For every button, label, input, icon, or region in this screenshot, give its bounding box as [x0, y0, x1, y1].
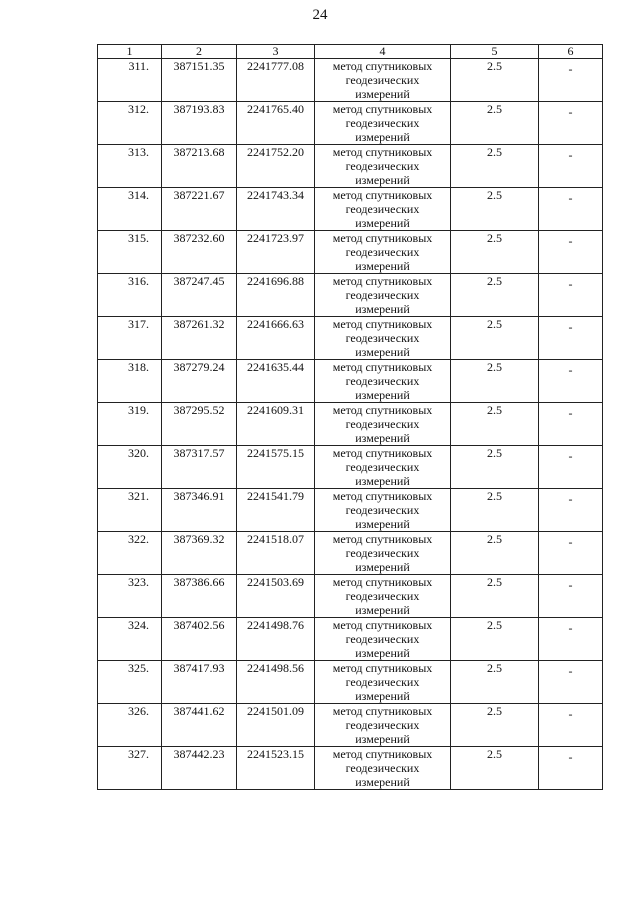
- method-line: метод спутниковых: [332, 704, 433, 718]
- coord-x: 387402.56: [162, 618, 237, 661]
- method-line: геодезических: [345, 116, 420, 130]
- method-line: метод спутниковых: [332, 403, 433, 417]
- description: -: [539, 274, 603, 317]
- point-number: 316.: [98, 274, 162, 317]
- method-line: измерений: [355, 259, 410, 273]
- table-row: [98, 145, 603, 188]
- method-line: измерений: [355, 689, 410, 703]
- method-line: геодезических: [345, 331, 420, 345]
- precision: 2.5: [451, 747, 539, 790]
- method-line: измерений: [355, 87, 410, 101]
- method-line: измерений: [355, 603, 410, 617]
- description: -: [539, 661, 603, 704]
- point-number: 311.: [98, 59, 162, 102]
- point-number: 318.: [98, 360, 162, 403]
- description: -: [539, 575, 603, 618]
- coord-x: 387232.60: [162, 231, 237, 274]
- description: -: [539, 231, 603, 274]
- method-line: геодезических: [345, 503, 420, 517]
- coord-y: 2241503.69: [237, 575, 315, 618]
- method-line: метод спутниковых: [332, 489, 433, 503]
- header-cell: 4: [315, 45, 451, 59]
- table-row: [98, 532, 603, 575]
- table-row: [98, 274, 603, 317]
- coord-x: 387346.91: [162, 489, 237, 532]
- point-number: 325.: [98, 661, 162, 704]
- point-number: 314.: [98, 188, 162, 231]
- table-row: [98, 747, 603, 790]
- method-cell: [315, 403, 451, 446]
- point-number: 317.: [98, 317, 162, 360]
- method-line: измерений: [355, 646, 410, 660]
- method-cell: [315, 661, 451, 704]
- method-cell: [315, 704, 451, 747]
- coord-x: 387317.57: [162, 446, 237, 489]
- coord-x: 387221.67: [162, 188, 237, 231]
- point-number: 323.: [98, 575, 162, 618]
- method-cell: [315, 231, 451, 274]
- coord-x: 387247.45: [162, 274, 237, 317]
- precision: 2.5: [451, 403, 539, 446]
- method-line: метод спутниковых: [332, 102, 433, 116]
- table-row: [98, 403, 603, 446]
- description: -: [539, 188, 603, 231]
- coord-y: 2241777.08: [237, 59, 315, 102]
- description: -: [539, 59, 603, 102]
- point-number: 320.: [98, 446, 162, 489]
- point-number: 322.: [98, 532, 162, 575]
- method-line: геодезических: [345, 417, 420, 431]
- method-cell: [315, 360, 451, 403]
- table-row: [98, 188, 603, 231]
- method-line: геодезических: [345, 245, 420, 259]
- header-cell: 6: [539, 45, 603, 59]
- method-line: геодезических: [345, 460, 420, 474]
- method-line: метод спутниковых: [332, 317, 433, 331]
- description: -: [539, 446, 603, 489]
- precision: 2.5: [451, 274, 539, 317]
- method-cell: [315, 188, 451, 231]
- method-line: метод спутниковых: [332, 446, 433, 460]
- method-line: геодезических: [345, 589, 420, 603]
- coord-y: 2241752.20: [237, 145, 315, 188]
- coord-y: 2241518.07: [237, 532, 315, 575]
- method-line: измерений: [355, 560, 410, 574]
- precision: 2.5: [451, 661, 539, 704]
- description: -: [539, 489, 603, 532]
- coord-y: 2241541.79: [237, 489, 315, 532]
- precision: 2.5: [451, 188, 539, 231]
- method-cell: [315, 446, 451, 489]
- header-cell: 1: [98, 45, 162, 59]
- method-line: геодезических: [345, 718, 420, 732]
- method-cell: [315, 102, 451, 145]
- description: -: [539, 403, 603, 446]
- precision: 2.5: [451, 145, 539, 188]
- precision: 2.5: [451, 102, 539, 145]
- precision: 2.5: [451, 532, 539, 575]
- method-line: геодезических: [345, 288, 420, 302]
- method-line: измерений: [355, 130, 410, 144]
- coord-x: 387279.24: [162, 360, 237, 403]
- coord-x: 387295.52: [162, 403, 237, 446]
- table-row: [98, 446, 603, 489]
- method-line: измерений: [355, 216, 410, 230]
- precision: 2.5: [451, 231, 539, 274]
- method-line: геодезических: [345, 73, 420, 87]
- method-line: измерений: [355, 173, 410, 187]
- table-row: [98, 231, 603, 274]
- table-body: [98, 59, 603, 790]
- method-cell: [315, 618, 451, 661]
- method-cell: [315, 274, 451, 317]
- header-cell: 3: [237, 45, 315, 59]
- method-line: геодезических: [345, 761, 420, 775]
- coordinates-table: [97, 44, 603, 790]
- method-line: метод спутниковых: [332, 360, 433, 374]
- precision: 2.5: [451, 59, 539, 102]
- method-line: метод спутниковых: [332, 575, 433, 589]
- description: -: [539, 317, 603, 360]
- table-row: [98, 317, 603, 360]
- coord-y: 2241501.09: [237, 704, 315, 747]
- table-row: [98, 489, 603, 532]
- method-line: геодезических: [345, 546, 420, 560]
- coord-x: 387369.32: [162, 532, 237, 575]
- description: -: [539, 704, 603, 747]
- method-line: измерений: [355, 775, 410, 789]
- point-number: 312.: [98, 102, 162, 145]
- precision: 2.5: [451, 575, 539, 618]
- table-header: [98, 45, 603, 59]
- point-number: 315.: [98, 231, 162, 274]
- method-line: метод спутниковых: [332, 532, 433, 546]
- coord-y: 2241575.15: [237, 446, 315, 489]
- method-line: измерений: [355, 732, 410, 746]
- coord-x: 387386.66: [162, 575, 237, 618]
- description: -: [539, 618, 603, 661]
- method-cell: [315, 317, 451, 360]
- description: -: [539, 102, 603, 145]
- point-number: 321.: [98, 489, 162, 532]
- method-line: метод спутниковых: [332, 145, 433, 159]
- method-line: геодезических: [345, 374, 420, 388]
- coord-y: 2241523.15: [237, 747, 315, 790]
- method-line: метод спутниковых: [332, 618, 433, 632]
- coord-y: 2241609.31: [237, 403, 315, 446]
- table-row: [98, 704, 603, 747]
- coord-x: 387261.32: [162, 317, 237, 360]
- method-line: метод спутниковых: [332, 59, 433, 73]
- coord-x: 387441.62: [162, 704, 237, 747]
- table-row: [98, 59, 603, 102]
- method-line: измерений: [355, 345, 410, 359]
- point-number: 326.: [98, 704, 162, 747]
- table-row: [98, 102, 603, 145]
- method-line: геодезических: [345, 632, 420, 646]
- method-cell: [315, 575, 451, 618]
- coord-y: 2241723.97: [237, 231, 315, 274]
- precision: 2.5: [451, 360, 539, 403]
- table-row: [98, 575, 603, 618]
- coord-y: 2241635.44: [237, 360, 315, 403]
- table-row: [98, 618, 603, 661]
- method-line: измерений: [355, 388, 410, 402]
- precision: 2.5: [451, 489, 539, 532]
- method-cell: [315, 489, 451, 532]
- coord-x: 387442.23: [162, 747, 237, 790]
- method-cell: [315, 747, 451, 790]
- point-number: 319.: [98, 403, 162, 446]
- coord-x: 387213.68: [162, 145, 237, 188]
- page-number: 24: [312, 7, 328, 23]
- method-line: геодезических: [345, 202, 420, 216]
- coord-y: 2241696.88: [237, 274, 315, 317]
- point-number: 313.: [98, 145, 162, 188]
- method-line: метод спутниковых: [332, 661, 433, 675]
- coord-y: 2241666.63: [237, 317, 315, 360]
- method-line: метод спутниковых: [332, 188, 433, 202]
- precision: 2.5: [451, 317, 539, 360]
- method-line: метод спутниковых: [332, 747, 433, 761]
- method-line: измерений: [355, 302, 410, 316]
- method-line: метод спутниковых: [332, 231, 433, 245]
- coord-y: 2241765.40: [237, 102, 315, 145]
- description: -: [539, 532, 603, 575]
- precision: 2.5: [451, 704, 539, 747]
- description: -: [539, 360, 603, 403]
- point-number: 327.: [98, 747, 162, 790]
- coord-y: 2241498.56: [237, 661, 315, 704]
- table-row: [98, 661, 603, 704]
- method-line: измерений: [355, 474, 410, 488]
- coord-y: 2241498.76: [237, 618, 315, 661]
- precision: 2.5: [451, 446, 539, 489]
- method-cell: [315, 532, 451, 575]
- method-line: измерений: [355, 517, 410, 531]
- header-cell: 2: [162, 45, 237, 59]
- table-row: [98, 360, 603, 403]
- coord-x: 387151.35: [162, 59, 237, 102]
- header-cell: 5: [451, 45, 539, 59]
- method-line: измерений: [355, 431, 410, 445]
- method-line: геодезических: [345, 675, 420, 689]
- coord-x: 387417.93: [162, 661, 237, 704]
- method-line: геодезических: [345, 159, 420, 173]
- point-number: 324.: [98, 618, 162, 661]
- precision: 2.5: [451, 618, 539, 661]
- method-cell: [315, 145, 451, 188]
- method-cell: [315, 59, 451, 102]
- coord-y: 2241743.34: [237, 188, 315, 231]
- method-line: метод спутниковых: [332, 274, 433, 288]
- description: -: [539, 145, 603, 188]
- coord-x: 387193.83: [162, 102, 237, 145]
- description: -: [539, 747, 603, 790]
